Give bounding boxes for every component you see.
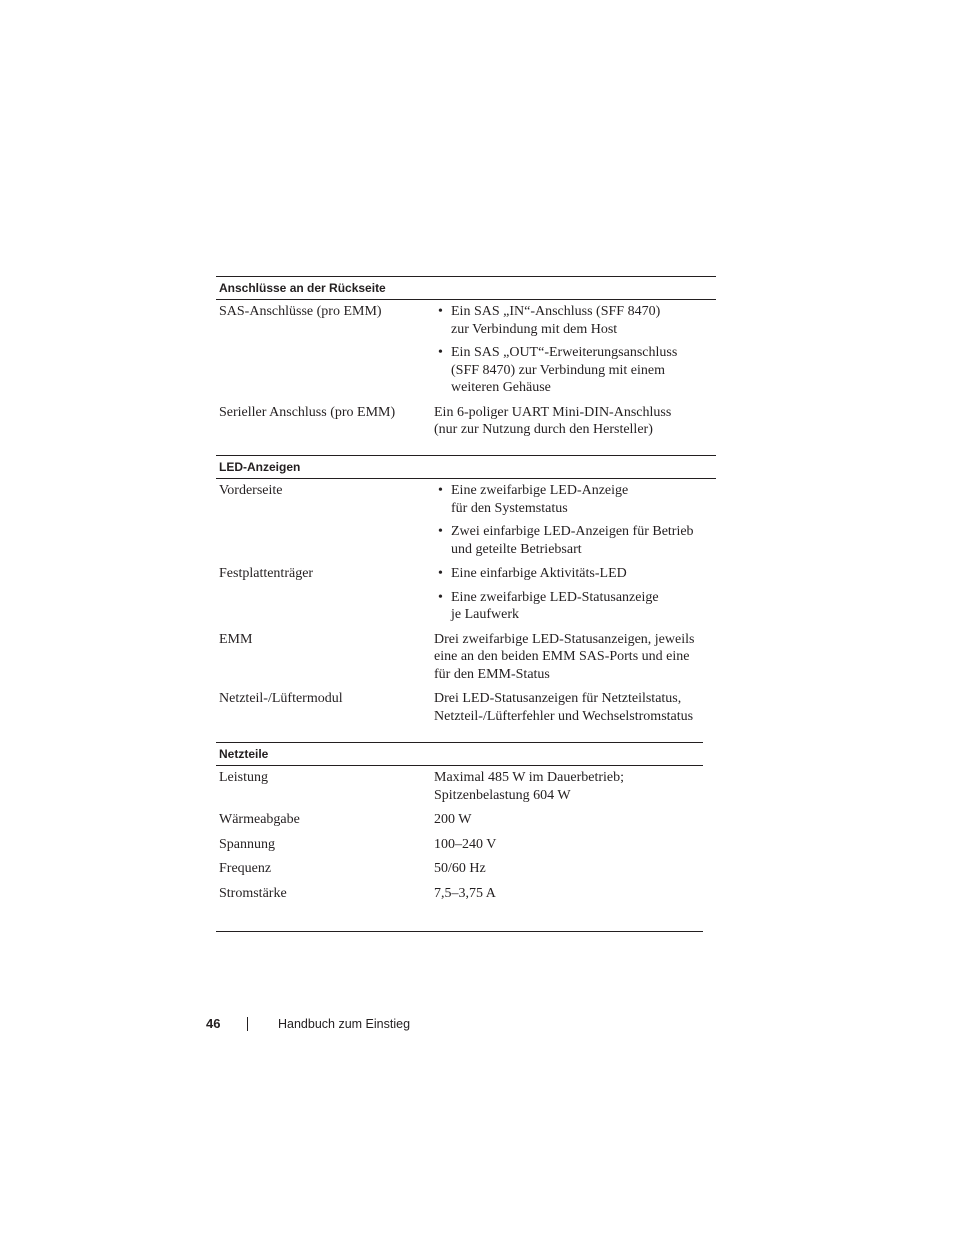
section-header: Anschlüsse an der Rückseite (216, 276, 716, 300)
row-value: Drei LED-Statusanzeigen für Netzteilstatus, Netzteil-/Lüfterfehler und Wechselstromstatus (434, 691, 694, 724)
section-led-indicators (216, 455, 716, 725)
row-label: Festplattenträger (219, 566, 314, 581)
section-header: Netzteile (216, 742, 703, 766)
row-value: 100–240 V (434, 836, 497, 852)
row-label: Serieller Anschluss (pro EMM) (219, 404, 396, 420)
row-label: Frequenz (219, 861, 272, 876)
row-value (434, 482, 716, 558)
bullet-item: • Eine zweifarbige LED-Anzeige für den Systemstatus (434, 482, 716, 517)
spec-row (216, 482, 716, 558)
row-label: Wärmeabgabe (219, 812, 300, 827)
page-number: 46 (206, 1016, 221, 1031)
row-label: Leistung (219, 770, 268, 785)
footer-title: Handbuch zum Einstieg (278, 1017, 411, 1031)
spec-row (216, 811, 703, 829)
table-bottom-rule (216, 931, 703, 932)
bullet-item: • Eine zweifarbige LED-Statusanzeige je Laufwerk (434, 589, 716, 624)
bullet-item: • Zwei einfarbige LED-Anzeigen für Betrieb und geteilte Betriebsart (434, 523, 716, 558)
row-label: EMM (219, 631, 253, 647)
footer-separator (247, 1017, 248, 1031)
spec-row (216, 303, 716, 397)
section-header: LED-Anzeigen (216, 455, 716, 479)
section-power-supplies (216, 742, 703, 902)
spec-row (216, 836, 703, 854)
row-value: Ein 6-poliger UART Mini-DIN-Anschluss (nur zur Nutzung durch den Hersteller) (434, 404, 672, 437)
spec-row (216, 860, 703, 878)
row-label: Stromstärke (219, 885, 287, 901)
row-label: Spannung (219, 836, 275, 852)
row-value: 200 W (434, 812, 472, 827)
row-label: Vorderseite (219, 483, 283, 498)
row-value: 50/60 Hz (434, 861, 486, 876)
row-value: Maximal 485 W im Dauerbetrieb; Spitzenbelastung 604 W (434, 770, 624, 803)
row-value (434, 303, 716, 397)
row-value (434, 565, 716, 624)
row-value: 7,5–3,75 A (434, 885, 496, 901)
spec-row (216, 885, 703, 903)
row-label: Netzteil-/Lüftermodul (219, 691, 343, 706)
spec-row (216, 631, 716, 684)
bullet-item: • Eine einfarbige Aktivitäts-LED (434, 565, 716, 583)
row-value: Drei zweifarbige LED-Statusanzeigen, jeweils eine an den beiden EMM SAS-Ports und eine für den EMM-Status (434, 631, 695, 682)
row-label: SAS-Anschlüsse (pro EMM) (219, 304, 382, 319)
spec-row (216, 690, 716, 725)
spec-row (216, 404, 716, 439)
spec-row (216, 769, 703, 804)
spec-row (216, 565, 716, 624)
bullet-item: • Ein SAS „OUT“-Erweiterungsanschluss (SFF 8470) zur Verbindung mit einem weiteren Gehäuse (434, 344, 716, 397)
bullet-item: • Ein SAS „IN“-Anschluss (SFF 8470) zur Verbindung mit dem Host (434, 303, 716, 338)
section-rear-connectors (216, 276, 716, 439)
